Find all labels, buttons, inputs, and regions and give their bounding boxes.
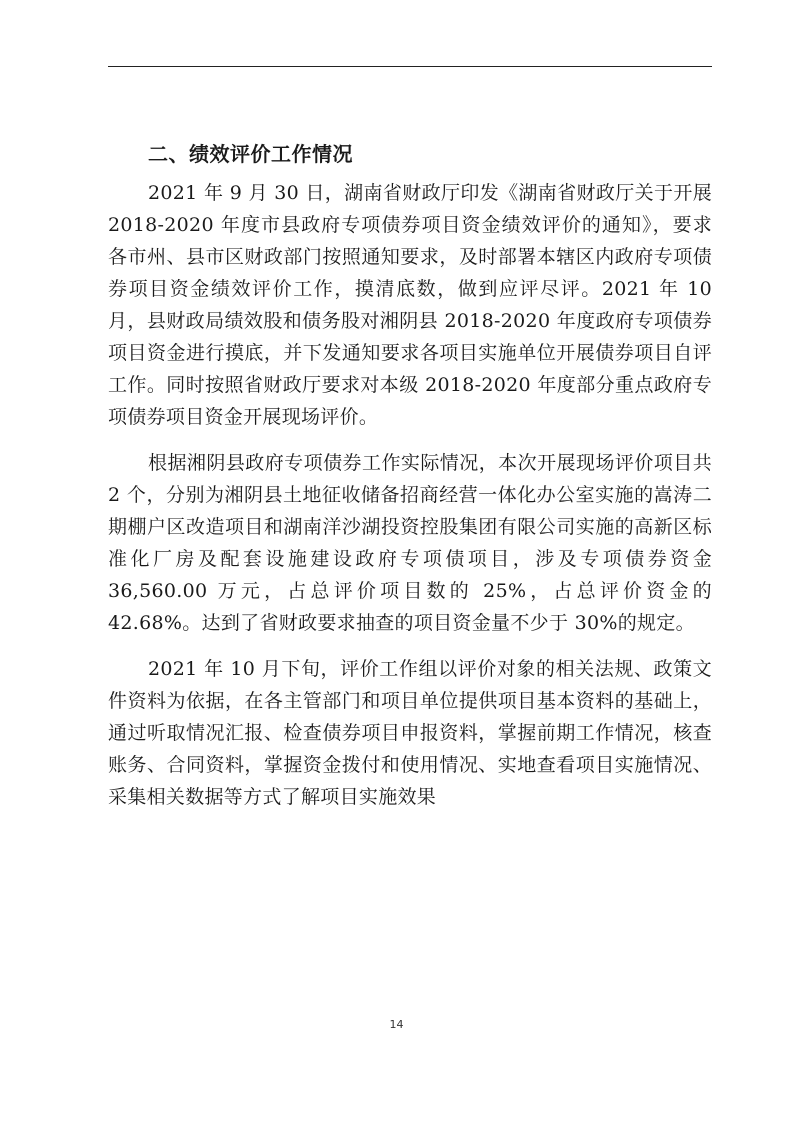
paragraph-evaluated-projects: 根据湘阴县政府专项债券工作实际情况，本次开展现场评价项目共 2 个，分别为湘阴县土地征收储备招商经营一体化办公室实施的嵩涛二期棚户区改造项目和湖南洋沙湖投资控股集团有限公司实施的高新区标准化厂房及配套设施建设政府专项债项目，涉及专项债券资金 36,560.00 万元，占总评价项目数的 25%，占总评价资金的 42.68%。达到了省财政要求抽查的项目资金量不少于 30%的规定。 (108, 452, 712, 634)
section-heading: 二、绩效评价工作情况 (148, 142, 353, 166)
paragraph-evaluation-notice: 2021 年 9 月 30 日，湖南省财政厅印发《湖南省财政厅关于开展 2018-2020 年度市县政府专项债券项目资金绩效评价的通知》，要求各市州、县市区财政部门按照通知要求，及时部署本辖区内政府专项债券项目资金绩效评价工作，摸清底数，做到应评尽评。2021 年 10 月，县财政局绩效股和债务股对湘阴县 2018-2020 年度政府专项债券项目资金进行摸底，并下发通知要求各项目实施单位开展债券项目自评工作。同时按照省财政厅要求对本级 2018-2020 年度部分重点政府专项债券项目资金开展现场评价。 (108, 182, 712, 428)
header-rule (108, 66, 712, 67)
paragraph-evaluation-method: 2021 年 10 月下旬，评价工作组以评价对象的相关法规、政策文件资料为依据，在各主管部门和项目单位提供项目基本资料的基础上，通过听取情况汇报、检查债券项目申报资料，掌握前期工作情况，核查账务、合同资料，掌握资金拨付和使用情况、实地查看项目实施情况、采集相关数据等方式了解项目实施效果 (108, 658, 712, 808)
page-number: 14 (389, 1018, 404, 1031)
document-body (108, 132, 712, 813)
